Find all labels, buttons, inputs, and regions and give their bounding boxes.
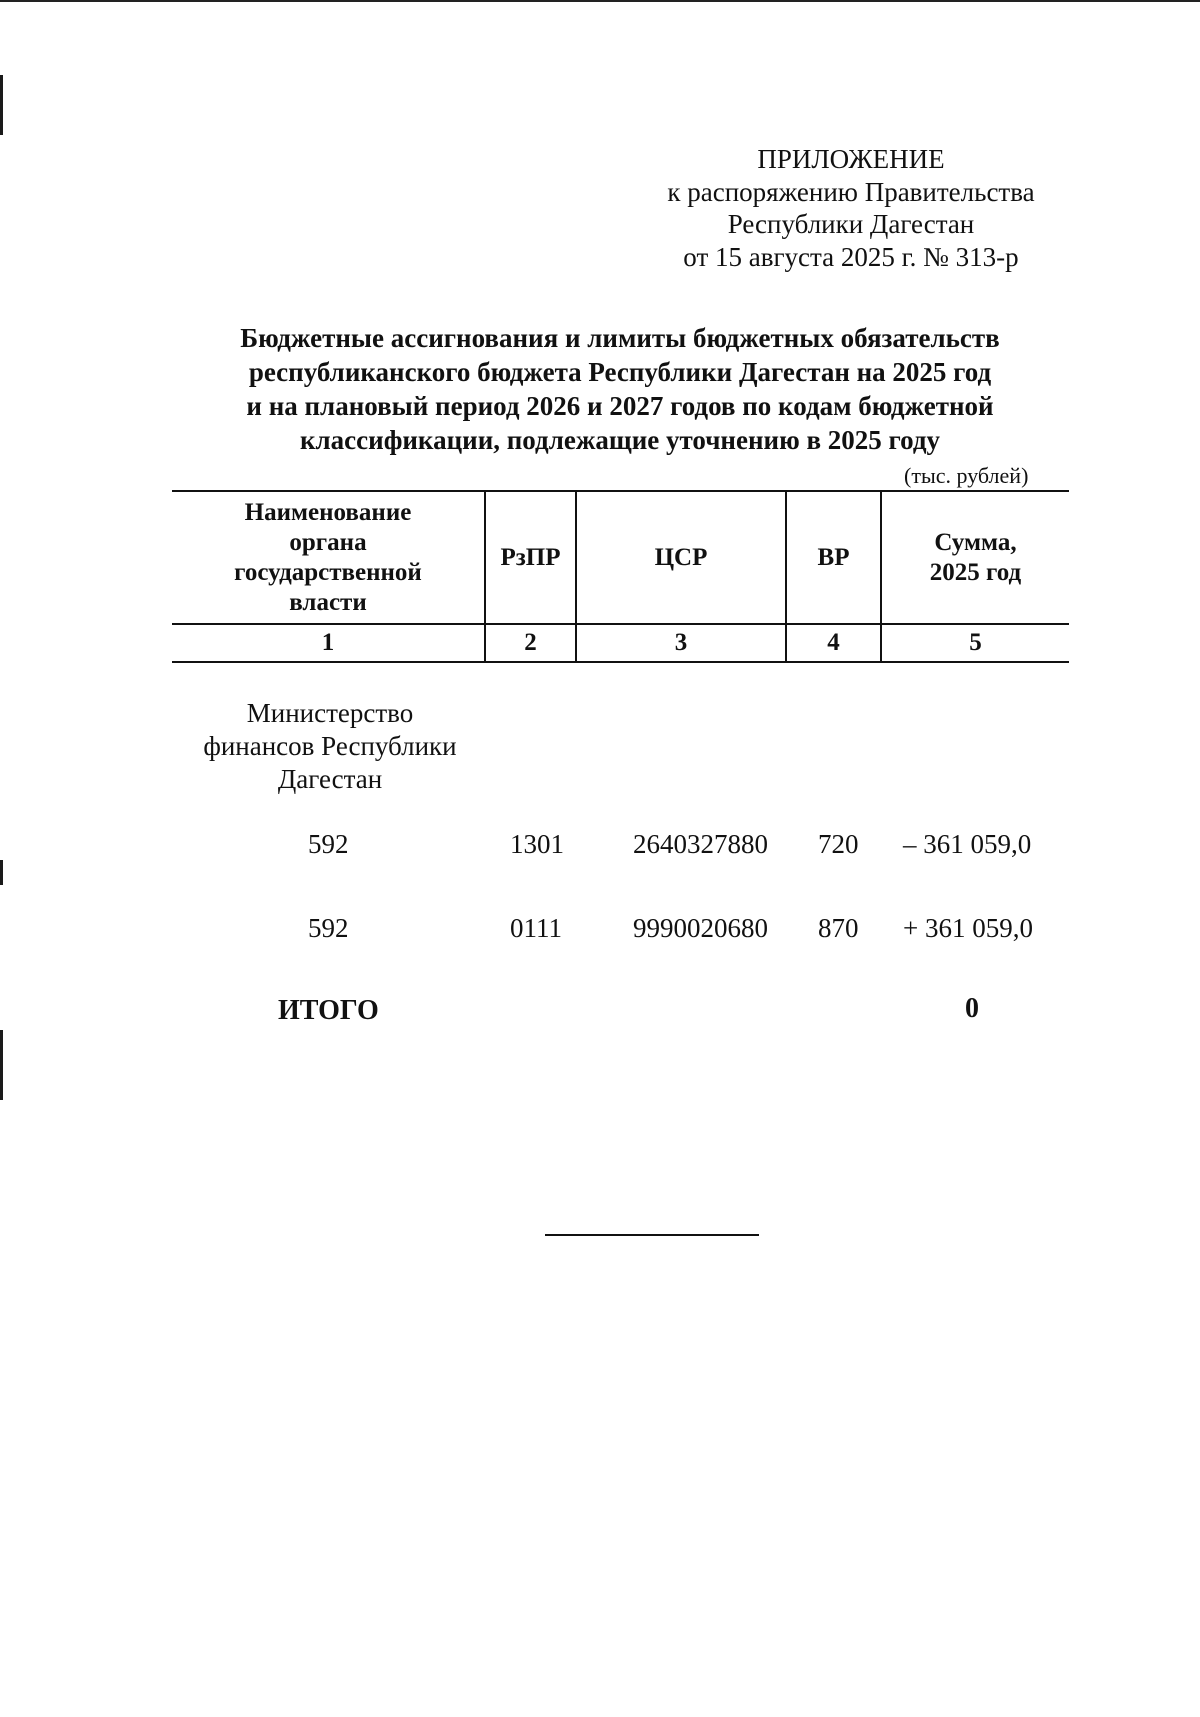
cell-agency-code: 592 <box>308 913 349 943</box>
column-number: 3 <box>674 629 688 656</box>
total-label: ИТОГО <box>278 995 379 1026</box>
end-divider <box>545 1234 759 1236</box>
scan-border-left <box>0 1030 3 1100</box>
appendix-date-number: от 15 августа 2025 г. № 313-р <box>683 241 1019 272</box>
total-value: 0 <box>965 993 979 1024</box>
appendix-line: Республики Дагестан <box>727 209 975 239</box>
cell-vr: 870 <box>818 913 859 943</box>
scan-border-left <box>0 75 3 135</box>
column-number: 5 <box>969 629 982 656</box>
document-title <box>160 321 1080 457</box>
cell-csr: 2640327880 <box>633 829 768 859</box>
header-rzpr: РзПР <box>500 543 561 571</box>
header-vr: ВР <box>817 543 850 571</box>
title-line: республиканского бюджета Республики Дагестан на 2025 год <box>248 357 992 387</box>
appendix-block <box>620 143 1082 273</box>
title-line: и на плановый период 2026 и 2027 годов по кодам бюджетной <box>246 391 994 421</box>
column-number: 4 <box>827 629 840 656</box>
ministry-name: Министерство финансов Республики Дагестан <box>203 698 457 794</box>
units-label: (тыс. рублей) <box>904 463 1029 488</box>
cell-sum: – 361 059,0 <box>903 829 1032 859</box>
column-number: 2 <box>524 629 537 656</box>
column-number: 1 <box>321 629 335 656</box>
scan-border-top <box>0 0 1200 2</box>
cell-vr: 720 <box>818 829 859 859</box>
title-line: Бюджетные ассигнования и лимиты бюджетных обязательств <box>240 323 1000 353</box>
cell-csr: 9990020680 <box>633 913 768 943</box>
header-csr: ЦСР <box>654 543 708 571</box>
appendix-heading: ПРИЛОЖЕНИЕ <box>757 144 945 174</box>
cell-sum: + 361 059,0 <box>903 913 1033 943</box>
cell-rzpr: 1301 <box>510 829 564 859</box>
title-line: классификации, подлежащие уточнению в 2025 году <box>299 425 941 455</box>
cell-rzpr: 0111 <box>510 913 562 943</box>
appendix-line: к распоряжению Правительства <box>667 176 1035 207</box>
header-name: Наименование органа государственной власти <box>234 498 422 616</box>
header-sum: Сумма, 2025 год <box>929 528 1022 586</box>
cell-agency-code: 592 <box>308 829 349 859</box>
table-numbers-border <box>172 661 1069 663</box>
scan-border-left <box>0 860 3 885</box>
